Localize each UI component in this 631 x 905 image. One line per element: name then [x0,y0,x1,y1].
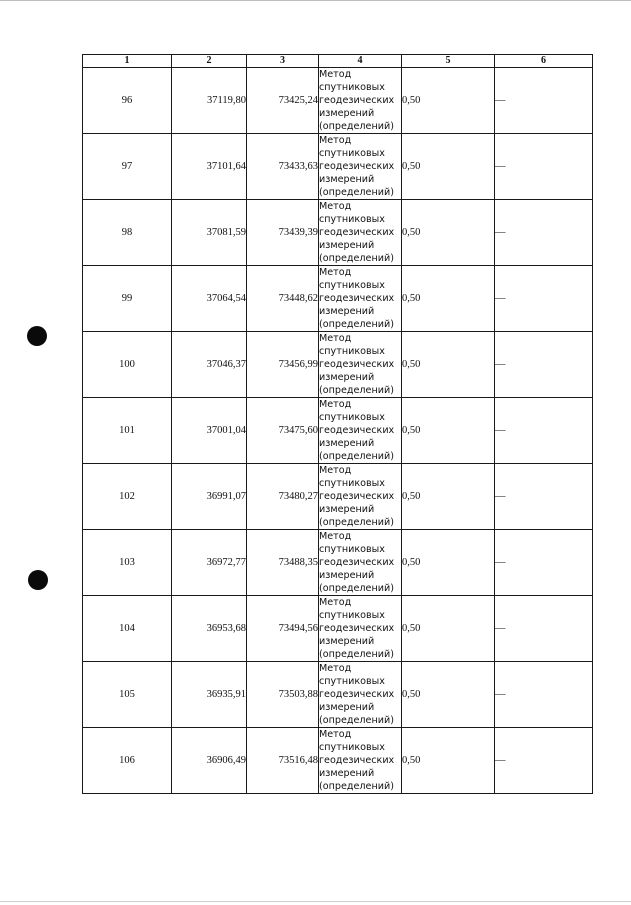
note-dash: — [495,200,593,266]
note-dash: — [495,662,593,728]
coordinate-y: 73488,35 [247,530,319,596]
method-line: геодезических [319,689,395,700]
note-dash: — [495,398,593,464]
method-line: спутниковых [319,214,385,225]
method-cell [319,728,402,794]
coordinate-x: 36906,49 [172,728,247,794]
method-line: измерений [319,108,375,119]
note-dash: — [495,266,593,332]
method-line: Метод [319,135,352,146]
method-line: геодезических [319,161,395,172]
coordinate-y: 73439,39 [247,200,319,266]
method-line: измерений [319,372,375,383]
method-line: геодезических [319,359,395,370]
note-dash: — [495,134,593,200]
coordinate-x: 37101,64 [172,134,247,200]
accuracy-value: 0,50 [402,398,495,464]
column-header-1: 1 [83,55,172,68]
method-line: (определений) [319,649,394,660]
column-header-6: 6 [495,55,593,68]
table-row [83,200,593,266]
coordinate-x: 37064,54 [172,266,247,332]
method-line: спутниковых [319,676,385,687]
method-cell [319,332,402,398]
method-line: (определений) [319,385,394,396]
point-number: 100 [83,332,172,398]
method-line: геодезических [319,623,395,634]
method-line: спутниковых [319,280,385,291]
method-line: спутниковых [319,544,385,555]
method-line: измерений [319,636,375,647]
coordinate-y: 73516,48 [247,728,319,794]
accuracy-value: 0,50 [402,596,495,662]
method-line: (определений) [319,715,394,726]
table-row [83,596,593,662]
point-number: 97 [83,134,172,200]
column-header-5: 5 [402,55,495,68]
method-line: спутниковых [319,346,385,357]
coordinate-x: 37081,59 [172,200,247,266]
point-number: 104 [83,596,172,662]
method-line: Метод [319,267,352,278]
table-header-row [83,55,593,68]
method-line: измерений [319,306,375,317]
table-row [83,332,593,398]
coordinate-x: 37046,37 [172,332,247,398]
method-cell [319,266,402,332]
accuracy-value: 0,50 [402,332,495,398]
method-line: Метод [319,597,352,608]
coordinate-y: 73433,63 [247,134,319,200]
table-row [83,464,593,530]
method-line: измерений [319,768,375,779]
accuracy-value: 0,50 [402,134,495,200]
method-line: геодезических [319,491,395,502]
note-dash: — [495,68,593,134]
method-cell [319,398,402,464]
method-cell [319,200,402,266]
coordinate-y: 73475,60 [247,398,319,464]
column-header-4: 4 [319,55,402,68]
method-line: (определений) [319,121,394,132]
coordinate-y: 73425,24 [247,68,319,134]
table-body [83,68,593,794]
method-cell [319,530,402,596]
method-cell [319,134,402,200]
method-cell [319,662,402,728]
point-number: 98 [83,200,172,266]
method-line: Метод [319,333,352,344]
method-line: измерений [319,702,375,713]
table-row [83,266,593,332]
method-line: измерений [319,174,375,185]
coordinate-y: 73503,88 [247,662,319,728]
accuracy-value: 0,50 [402,464,495,530]
table-row [83,530,593,596]
note-dash: — [495,596,593,662]
punch-hole-top [27,326,47,346]
accuracy-value: 0,50 [402,266,495,332]
method-cell [319,464,402,530]
accuracy-value: 0,50 [402,68,495,134]
table-row [83,728,593,794]
accuracy-value: 0,50 [402,662,495,728]
method-line: Метод [319,531,352,542]
coordinate-y: 73456,99 [247,332,319,398]
note-dash: — [495,464,593,530]
coordinate-x: 36991,07 [172,464,247,530]
coordinates-table [82,54,593,794]
method-cell [319,596,402,662]
point-number: 105 [83,662,172,728]
method-line: геодезических [319,557,395,568]
method-line: (определений) [319,583,394,594]
method-line: (определений) [319,253,394,264]
method-line: спутниковых [319,610,385,621]
column-header-2: 2 [172,55,247,68]
method-line: (определений) [319,319,394,330]
note-dash: — [495,728,593,794]
method-line: спутниковых [319,478,385,489]
method-line: измерений [319,570,375,581]
method-line: (определений) [319,187,394,198]
note-dash: — [495,530,593,596]
point-number: 101 [83,398,172,464]
method-line: (определений) [319,517,394,528]
method-line: геодезических [319,95,395,106]
note-dash: — [495,332,593,398]
coordinate-y: 73448,62 [247,266,319,332]
method-line: геодезических [319,293,395,304]
method-line: Метод [319,201,352,212]
page-edge-bottom [0,901,631,902]
column-header-3: 3 [247,55,319,68]
point-number: 102 [83,464,172,530]
method-line: Метод [319,465,352,476]
method-cell [319,68,402,134]
point-number: 99 [83,266,172,332]
method-line: спутниковых [319,148,385,159]
method-line: измерений [319,240,375,251]
method-line: (определений) [319,781,394,792]
coordinate-x: 36972,77 [172,530,247,596]
method-line: геодезических [319,227,395,238]
page-edge-top [0,0,631,1]
method-line: Метод [319,729,352,740]
coordinate-x: 37001,04 [172,398,247,464]
method-line: Метод [319,399,352,410]
punch-hole-bottom [28,570,48,590]
method-line: геодезических [319,425,395,436]
method-line: спутниковых [319,412,385,423]
coordinate-y: 73494,56 [247,596,319,662]
method-line: измерений [319,438,375,449]
point-number: 96 [83,68,172,134]
coordinate-x: 36935,91 [172,662,247,728]
method-line: спутниковых [319,82,385,93]
method-line: (определений) [319,451,394,462]
method-line: спутниковых [319,742,385,753]
method-line: геодезических [319,755,395,766]
point-number: 103 [83,530,172,596]
coordinate-x: 36953,68 [172,596,247,662]
coordinate-y: 73480,27 [247,464,319,530]
accuracy-value: 0,50 [402,530,495,596]
method-line: Метод [319,663,352,674]
accuracy-value: 0,50 [402,728,495,794]
accuracy-value: 0,50 [402,200,495,266]
method-line: измерений [319,504,375,515]
table-row [83,68,593,134]
method-line: Метод [319,69,352,80]
table-row [83,134,593,200]
table-row [83,398,593,464]
point-number: 106 [83,728,172,794]
coordinate-x: 37119,80 [172,68,247,134]
table-row [83,662,593,728]
